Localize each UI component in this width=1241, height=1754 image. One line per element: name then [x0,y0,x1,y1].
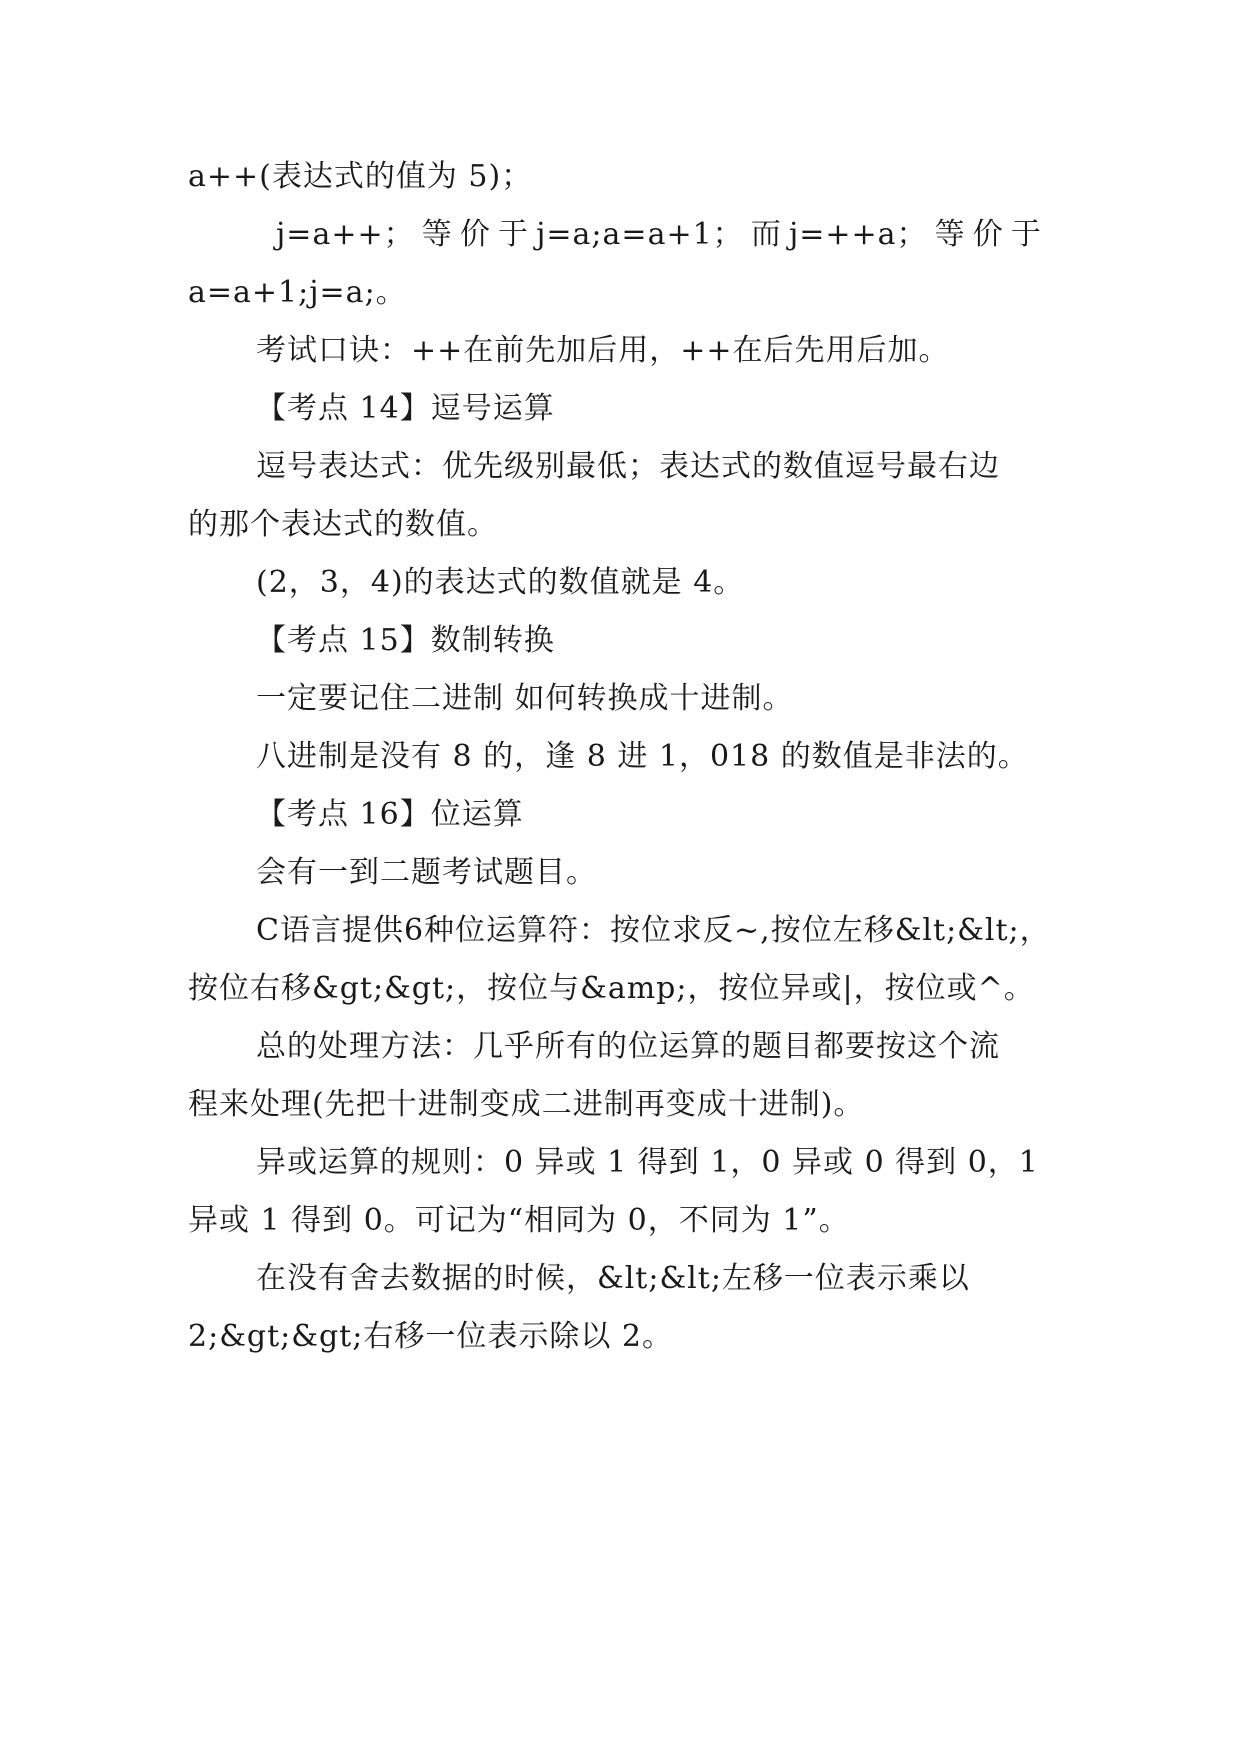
text-line: a=a+1;j=a;。 [188,275,407,310]
text-line: 的那个表达式的数值。 [188,507,498,542]
text-line: 会有一到二题考试题目。 [256,855,597,890]
text-line: 异或 1 得到 0。可记为“相同为 0，不同为 1”。 [188,1203,850,1238]
text-line-justified [188,216,1056,274]
text-word: 价 [972,217,1004,252]
code-fragment: j=++a； [788,217,928,252]
text-line: 总的处理方法：几乎所有的位运算的题目都要按这个流 [256,1029,1000,1064]
text-word: 等 [421,217,453,252]
text-line: 考试口诀：++在前先加后用，++在后先用后加。 [256,333,950,368]
code-fragment: j=a;a=a+1； [536,217,744,252]
text-line: 异或运算的规则：0 异或 1 得到 1，0 异或 0 得到 0，1 [256,1145,1039,1180]
code-fragment: j=a++； [276,217,415,252]
text-line: 一定要记住二进制 如何转换成十进制。 [256,681,794,716]
section-heading: 【考点 15】数制转换 [256,623,555,658]
text-line: 程来处理(先把十进制变成二进制再变成十进制)。 [188,1087,865,1122]
document-page [188,158,1056,1376]
text-line: 按位右移&gt;&gt;，按位与&amp;，按位异或|，按位或^。 [188,971,1035,1006]
section-heading: 【考点 16】位运算 [256,797,524,832]
text-line: C语言提供6种位运算符：按位求反~,按位左移&lt;&lt;， [256,913,1051,948]
text-line: 八进制是没有 8 的，逢 8 进 1，018 的数值是非法的。 [256,739,1029,774]
text-line: (2，3，4)的表达式的数值就是 4。 [256,565,745,600]
section-heading: 【考点 14】逗号运算 [256,391,555,426]
text-word: 价 [459,217,491,252]
text-word: 等 [934,217,966,252]
text-line: 在没有舍去数据的时候，&lt;&lt;左移一位表示乘以 [256,1261,970,1296]
text-word: 于 [497,217,529,252]
text-line: 逗号表达式：优先级别最低；表达式的数值逗号最右边 [256,449,1000,484]
text-line: a++(表达式的值为 5)； [188,159,533,194]
text-word: 而 [750,217,782,252]
text-word: 于 [1010,217,1042,252]
text-line: 2;&gt;&gt;右移一位表示除以 2。 [188,1319,673,1354]
